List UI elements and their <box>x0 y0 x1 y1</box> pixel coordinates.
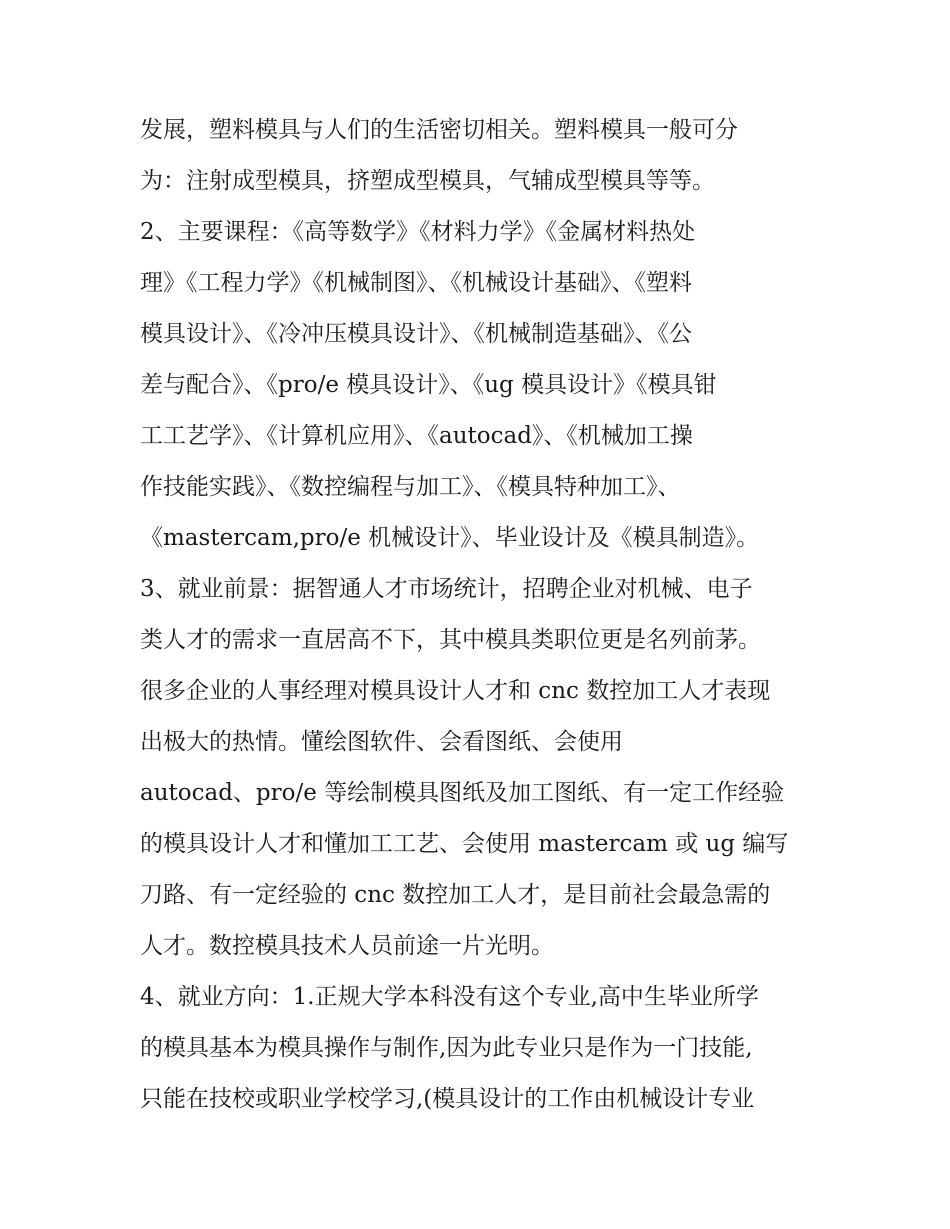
text-line: 发展，塑料模具与人们的生活密切相关。塑料模具一般可分 <box>140 117 738 143</box>
text-line: 理》《工程力学》《机械制图》、《机械设计基础》、《塑料 <box>140 270 692 296</box>
text-line: 差与配合》、《pro/e 模具设计》、《ug 模具设计》《模具钳 <box>140 372 717 398</box>
text-line: 很多企业的人事经理对模具设计人才和 cnc 数控加工人才表现 <box>140 678 771 704</box>
text-line: 作技能实践》、《数控编程与加工》、《模具特种加工》、 <box>140 474 681 500</box>
text-line: 为：注射成型模具，挤塑成型模具，气辅成型模具等等。 <box>140 168 715 194</box>
text-line: 2、主要课程：《高等数学》《材料力学》《金属材料热处 <box>140 219 696 245</box>
text-line: 3、就业前景：据智通人才市场统计，招聘企业对机械、电子 <box>140 576 753 602</box>
text-line: 工工艺学》、《计算机应用》、《autocad》、《机械加工操 <box>140 423 693 449</box>
text-line: 的模具基本为模具操作与制作,因为此专业只是作为一门技能, <box>140 1035 753 1061</box>
text-line: 模具设计》、《冷冲压模具设计》、《机械制造基础》、《公 <box>140 321 692 347</box>
text-line: 4、就业方向：1.正规大学本科没有这个专业,高中生毕业所学 <box>140 984 759 1010</box>
text-line: 只能在技校或职业学校学习,(模具设计的工作由机械设计专业 <box>140 1086 755 1112</box>
text-line: 的模具设计人才和懂加工工艺、会使用 mastercam 或 ug 编写 <box>140 831 789 857</box>
text-line: 《mastercam,pro/e 机械设计》、毕业设计及《模具制造》。 <box>140 525 760 551</box>
document-body <box>140 110 820 1130</box>
text-line: autocad、pro/e 等绘制模具图纸及加工图纸、有一定工作经验 <box>140 780 785 806</box>
text-line: 刀路、有一定经验的 cnc 数控加工人才，是目前社会最急需的 <box>140 882 771 908</box>
text-line: 人才。数控模具技术人员前途一片光明。 <box>140 933 554 959</box>
text-line: 类人才的需求一直居高不下，其中模具类职位更是名列前茅。 <box>140 627 761 653</box>
text-line: 出极大的热情。懂绘图软件、会看图纸、会使用 <box>140 729 623 755</box>
